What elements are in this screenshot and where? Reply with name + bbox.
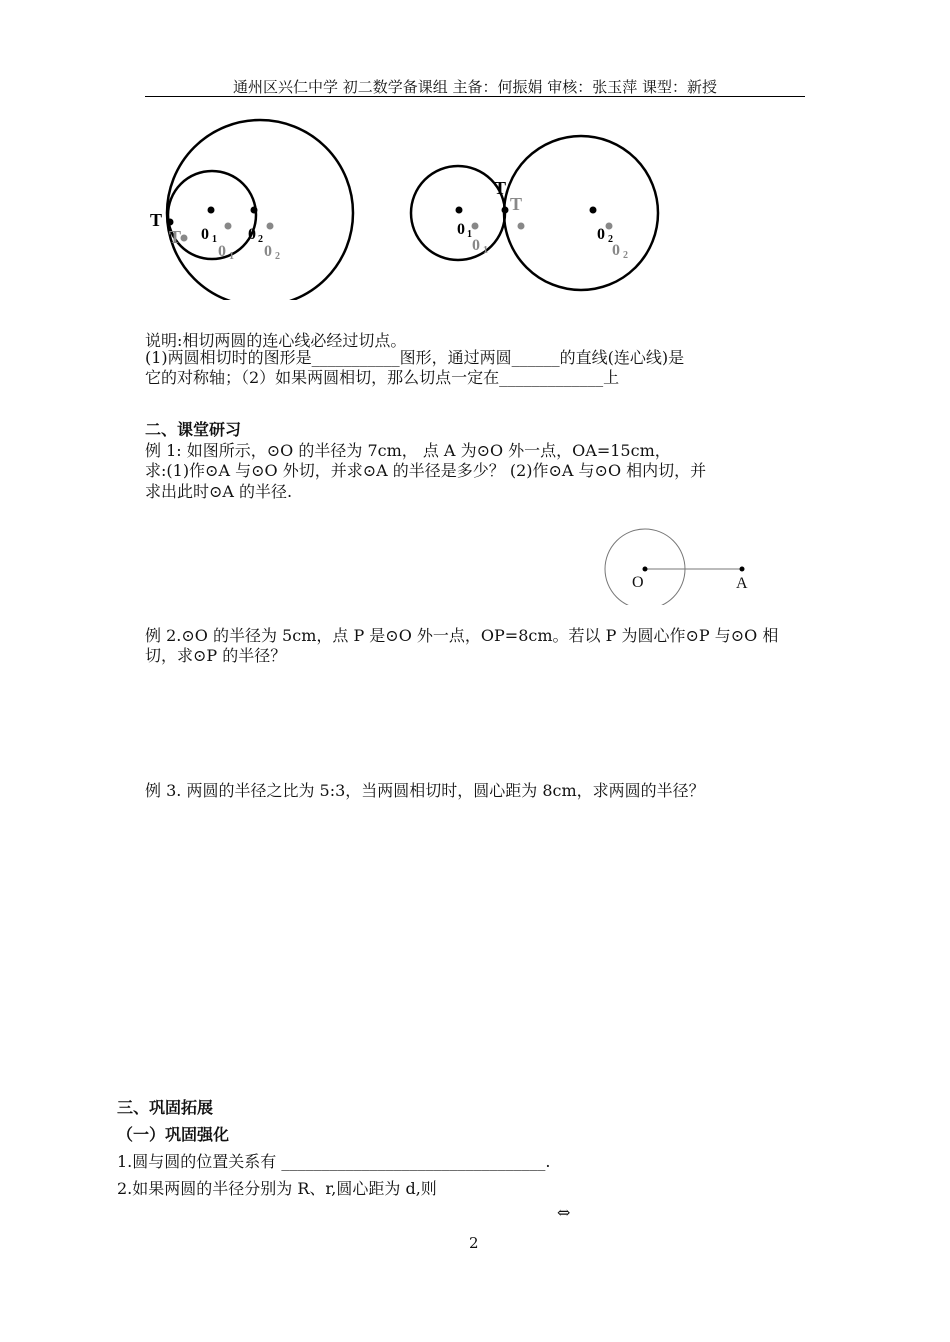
- label-o2-gray-sub: 2: [623, 250, 628, 261]
- section-3-title: 三、巩固拓展: [117, 1098, 214, 1117]
- label-o2-black-sub: 2: [608, 234, 613, 245]
- center-o1-gray: [225, 223, 232, 230]
- label-o1-gray: 0: [218, 243, 226, 260]
- center-o2-black: [251, 207, 258, 214]
- section-3-subtitle: （一）巩固强化: [117, 1125, 230, 1144]
- label-o2-gray: 0: [264, 243, 272, 260]
- section-2-title: 二、课堂研习: [145, 420, 242, 439]
- small-circle: [168, 171, 256, 259]
- label-o2-gray: 0: [612, 242, 620, 259]
- point-o: [643, 567, 648, 572]
- label-o2-black: 0: [597, 226, 605, 243]
- example-3: 例 3. 两圆的半径之比为 5:3，当两圆相切时，圆心距为 8cm，求两圆的半径？: [145, 781, 705, 800]
- exercise-1: 1.圆与圆的位置关系有 _________________________________.: [117, 1152, 551, 1171]
- example-1-line-2: 求:(1)作⊙A 与⊙O 外切，并求⊙A 的半径是多少？ (2)作⊙A 与⊙O 相内切，并: [145, 461, 707, 480]
- tangent-point-gray: [518, 223, 525, 230]
- label-a: A: [736, 575, 748, 592]
- label-o1-gray-sub: 1: [229, 251, 234, 262]
- header-rule: [145, 96, 805, 97]
- tangent-point-black: [502, 207, 509, 214]
- label-o1-black: 0: [201, 226, 209, 243]
- page-header: 通州区兴仁中学 初二数学备课组 主备：何振娟 审核：张玉萍 课型：新授: [232, 78, 718, 96]
- label-o2-black-sub: 2: [258, 234, 263, 245]
- tangent-point-black: [167, 219, 174, 226]
- center-o1-black: [456, 207, 463, 214]
- external-tangent-figure: [400, 110, 700, 310]
- center-o1-gray: [472, 223, 479, 230]
- label-o1-gray-sub: 1: [483, 245, 488, 256]
- center-o2-gray: [267, 223, 274, 230]
- example-1-line-3: 求出此时⊙A 的半径.: [145, 482, 293, 501]
- label-o1-black-sub: 1: [467, 229, 472, 240]
- page-number: 2: [469, 1234, 479, 1252]
- center-o2-black: [590, 207, 597, 214]
- label-t-black: T: [150, 210, 163, 230]
- equivalence-symbol: ⇔: [557, 1203, 571, 1222]
- center-o1-black: [208, 207, 215, 214]
- label-o: O: [632, 574, 644, 591]
- label-t-gray: T: [169, 227, 182, 247]
- example-1-line-1: 例 1: 如图所示，⊙O 的半径为 7cm， 点 A 为⊙O 外一点，OA=15cm，: [145, 441, 671, 460]
- tangent-note: 说明:相切两圆的连心线必经过切点。: [145, 331, 407, 350]
- label-o1-gray: 0: [472, 237, 480, 254]
- large-circle: [167, 120, 353, 300]
- question-1-line-1: (1)两圆相切时的图形是___________图形，通过两圆______的直线(连心线)是: [145, 348, 685, 367]
- tangent-point-gray: [181, 235, 188, 242]
- large-circle: [504, 136, 658, 290]
- example-2-line-1: 例 2.⊙O 的半径为 5cm，点 P 是⊙O 外一点，OP=8cm。若以 P 为圆心作⊙P 与⊙O 相: [145, 626, 779, 645]
- example-2-line-2: 切，求⊙P 的半径？: [145, 646, 287, 665]
- center-o2-gray: [606, 223, 613, 230]
- circle-o-point-a-figure: [595, 525, 765, 605]
- label-t-black: T: [494, 178, 507, 198]
- exercise-2: 2.如果两圆的半径分别为 R、r,圆心距为 d,则: [117, 1179, 437, 1198]
- label-o2-black: 0: [248, 226, 256, 243]
- label-o2-gray-sub: 2: [275, 251, 280, 262]
- label-t-gray: T: [510, 194, 523, 214]
- label-o1-black: 0: [457, 221, 465, 238]
- question-1-line-2: 它的对称轴；（2）如果两圆相切，那么切点一定在_____________上: [145, 368, 620, 387]
- label-o1-black-sub: 1: [212, 234, 217, 245]
- internal-tangent-figure: [140, 110, 370, 300]
- point-a: [740, 567, 745, 572]
